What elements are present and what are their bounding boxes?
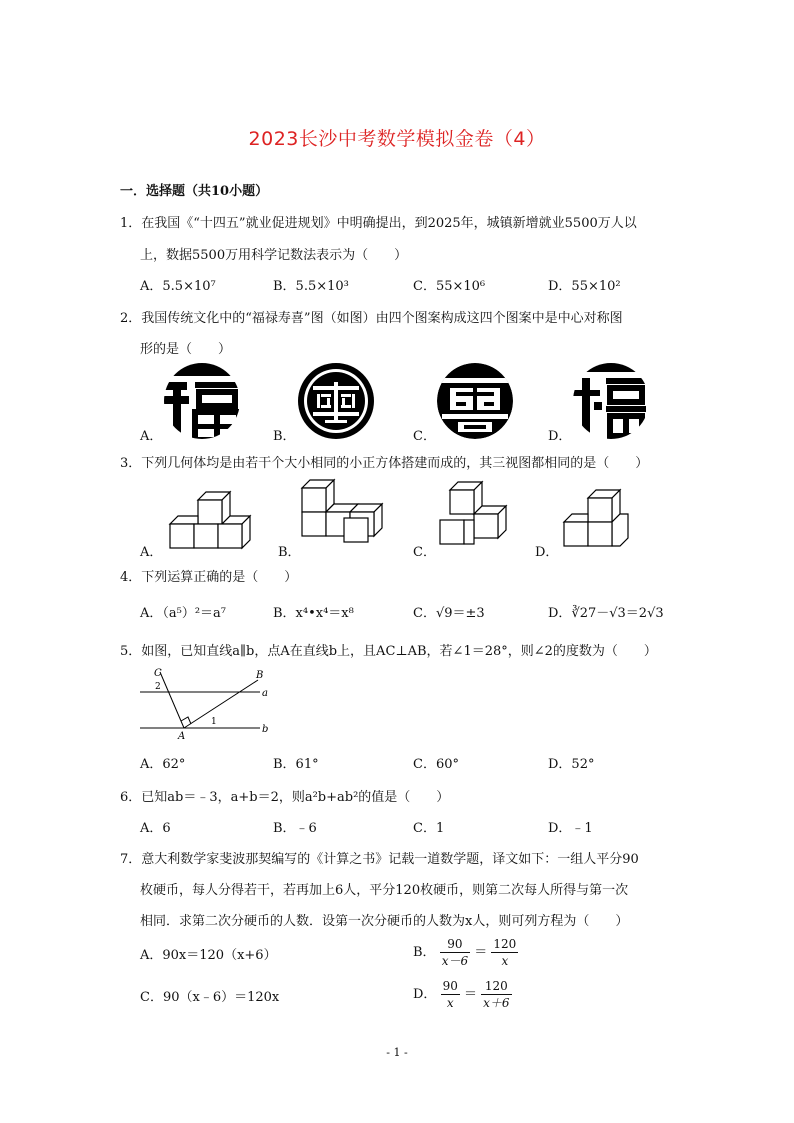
q3-option-b[interactable]: B． bbox=[278, 545, 301, 560]
denominator: x bbox=[501, 954, 509, 968]
q7-option-b-label: B． bbox=[413, 945, 436, 960]
shou-seal-icon bbox=[436, 362, 514, 440]
q1-option-b[interactable]: B．5.5×10³ bbox=[273, 279, 349, 294]
point-c-label: C bbox=[154, 668, 162, 679]
q6-line1: 6．已知ab＝﹣3，a+b＝2，则a²b+ab²的值是（ ） bbox=[120, 790, 450, 805]
q6-option-c[interactable]: C．1 bbox=[413, 821, 445, 836]
denominator: x bbox=[446, 996, 454, 1010]
point-b-label: B bbox=[256, 670, 264, 681]
q6-option-b[interactable]: B．﹣6 bbox=[273, 821, 317, 836]
q5-line1: 5．如图，已知直线a∥b，点A在直线b上，且AC⊥AB，若∠1＝28°，则∠2的度数为（ ） bbox=[120, 644, 657, 659]
q4-option-c[interactable]: C．√9＝±3 bbox=[413, 606, 485, 621]
numerator: 120 bbox=[481, 978, 511, 995]
q3-line1: 3．下列几何体均是由若干个大小相同的小正方体搭建而成的，其三视图都相同的是（ ） bbox=[120, 456, 649, 471]
q5-geometry-figure bbox=[136, 664, 276, 744]
q5-option-c[interactable]: C．60° bbox=[413, 757, 459, 772]
fraction bbox=[481, 978, 511, 1011]
cubes-c-figure bbox=[436, 480, 524, 550]
page-title: 2023长沙中考数学模拟金卷（4） bbox=[248, 128, 546, 150]
q1-line2: 上，数据5500万用科学记数法表示为（ ） bbox=[140, 248, 408, 263]
q4-option-a[interactable]: A．（a⁵）²＝a⁷ bbox=[140, 606, 227, 621]
q7-option-b[interactable] bbox=[413, 936, 518, 969]
xi-seal-icon bbox=[572, 362, 650, 440]
q2-option-a[interactable]: A． bbox=[140, 429, 163, 444]
angle-2-label: 2 bbox=[155, 682, 161, 692]
q5-option-b[interactable]: B．61° bbox=[273, 757, 319, 772]
numerator: 90 bbox=[442, 979, 458, 993]
q7-option-d-label: D． bbox=[413, 987, 437, 1002]
cubes-d-figure bbox=[558, 488, 638, 554]
numerator: 120 bbox=[493, 937, 517, 951]
denominator: x＋6 bbox=[483, 996, 510, 1010]
q2-line2: 形的是（ ） bbox=[140, 342, 232, 357]
q4-option-d[interactable]: D．∛27－√3＝2√3 bbox=[548, 606, 664, 621]
q1-line1: 1．在我国《“十四五”就业促进规划》中明确提出，到2025年，城镇新增就业5500万人以 bbox=[120, 216, 637, 231]
q7-line2: 枚硬币，每人分得若干，若再加上6人，平分120枚硬币，则第二次每人所得与第一次 bbox=[140, 883, 629, 898]
q2-option-c[interactable]: C． bbox=[413, 429, 436, 444]
line-a-label: a bbox=[262, 688, 268, 699]
q2-option-b[interactable]: B． bbox=[273, 429, 296, 444]
q2-option-d[interactable]: D． bbox=[548, 429, 572, 444]
equals-sign: ＝ bbox=[474, 945, 488, 960]
q7-option-c[interactable]: C．90（x﹣6）＝120x bbox=[140, 990, 280, 1005]
point-a-label: A bbox=[178, 731, 186, 742]
denominator: x－6 bbox=[441, 954, 469, 968]
q1-option-d[interactable]: D．55×10² bbox=[548, 279, 621, 294]
q7-option-a[interactable]: A．90x＝120（x+6） bbox=[140, 948, 277, 963]
q6-option-a[interactable]: A．6 bbox=[140, 821, 171, 836]
section-heading: 一．选择题（共10小题） bbox=[120, 184, 269, 199]
fraction bbox=[440, 936, 470, 969]
q3-option-a[interactable]: A． bbox=[140, 545, 163, 560]
q3-option-c[interactable]: C． bbox=[413, 545, 436, 560]
q4-option-b[interactable]: B．x⁴•x⁴＝x⁸ bbox=[273, 606, 354, 621]
angle-1-label: 1 bbox=[211, 717, 217, 727]
q7-line3: 相同．求第二次分硬币的人数．设第一次分硬币的人数为x人，则可列方程为（ ） bbox=[140, 914, 629, 929]
q1-option-c[interactable]: C．55×10⁶ bbox=[413, 279, 486, 294]
q1-option-a[interactable]: A．5.5×10⁷ bbox=[140, 279, 216, 294]
cubes-a-figure bbox=[160, 490, 260, 552]
cubes-b-figure bbox=[298, 478, 394, 550]
fraction bbox=[491, 936, 518, 969]
fraction bbox=[441, 978, 460, 1011]
q2-line1: 2．我国传统文化中的“福禄寿喜”图（如图）由四个图案构成这四个图案中是中心对称图 bbox=[120, 311, 623, 326]
q5-option-a[interactable]: A．62° bbox=[140, 757, 186, 772]
q4-line1: 4．下列运算正确的是（ ） bbox=[120, 570, 298, 585]
page-number: - 1 - bbox=[386, 1046, 408, 1059]
q6-option-d[interactable]: D．﹣1 bbox=[548, 821, 593, 836]
lu-seal-icon bbox=[297, 362, 375, 440]
line-b-label: b bbox=[262, 724, 269, 735]
q7-line1: 7．意大利数学家斐波那契编写的《计算之书》记载一道数学题，译文如下：一组人平分90 bbox=[120, 852, 639, 867]
q3-option-d[interactable]: D． bbox=[535, 545, 559, 560]
numerator: 90 bbox=[440, 936, 470, 953]
fu-seal-icon bbox=[163, 362, 241, 440]
q5-option-d[interactable]: D．52° bbox=[548, 757, 595, 772]
q7-option-d[interactable] bbox=[413, 978, 512, 1011]
equals-sign: ＝ bbox=[464, 987, 478, 1002]
